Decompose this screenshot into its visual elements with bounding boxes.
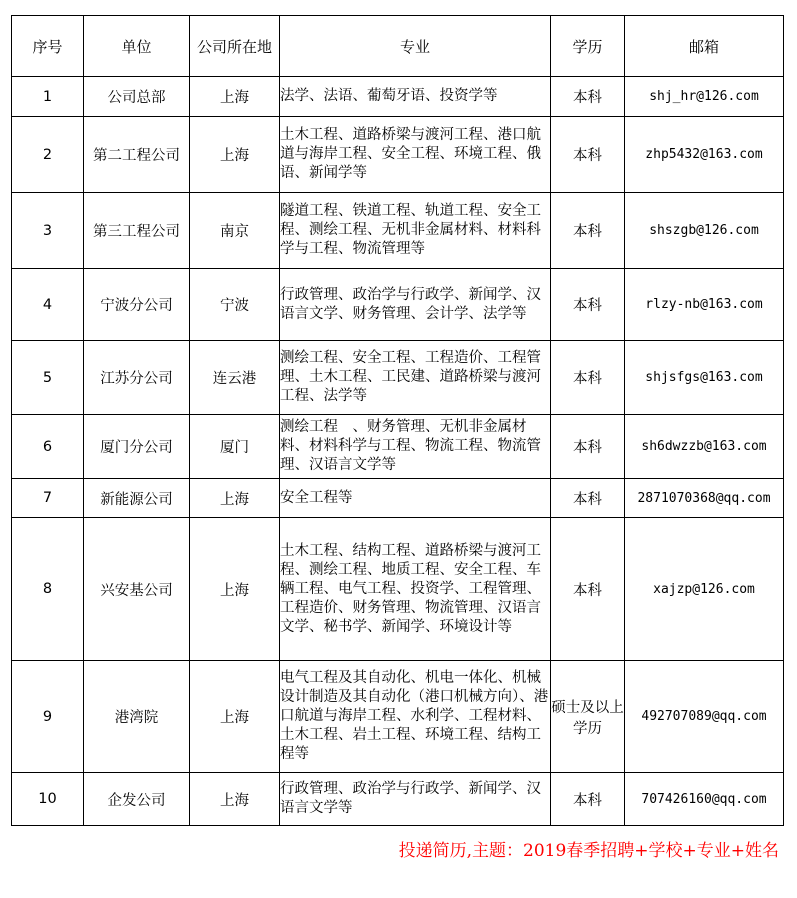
header-education: 学历: [551, 16, 625, 77]
row-major: 行政管理、政治学与行政学、新闻学、汉语言文学等: [280, 773, 551, 826]
row-index: 9: [12, 661, 84, 773]
row-unit: 企发公司: [84, 773, 190, 826]
header-location: 公司所在地: [190, 16, 280, 77]
row-location: 厦门: [190, 415, 280, 479]
row-index: 1: [12, 77, 84, 117]
recruitment-table: [11, 15, 784, 826]
row-education: 本科: [551, 117, 625, 193]
header-major: 专业: [280, 16, 551, 77]
row-major: 安全工程等: [280, 479, 551, 518]
row-unit: 港湾院: [84, 661, 190, 773]
row-email[interactable]: xajzp@126.com: [625, 518, 784, 661]
row-email[interactable]: shjsfgs@163.com: [625, 341, 784, 415]
table-row: [12, 518, 784, 661]
table-row: [12, 341, 784, 415]
row-index: 10: [12, 773, 84, 826]
submission-note: 投递简历,主题：2019春季招聘+学校+专业+姓名: [398, 841, 779, 861]
row-email[interactable]: shj_hr@126.com: [625, 77, 784, 117]
row-index: 8: [12, 518, 84, 661]
row-index: 2: [12, 117, 84, 193]
row-major: 测绘工程、安全工程、工程造价、工程管理、土木工程、工民建、道路桥梁与渡河工程、法学等: [280, 341, 551, 415]
table-row: [12, 269, 784, 341]
row-major: 土木工程、道路桥梁与渡河工程、港口航道与海岸工程、安全工程、环境工程、俄语、新闻学等: [280, 117, 551, 193]
row-email[interactable]: sh6dwzzb@163.com: [625, 415, 784, 479]
row-index: 6: [12, 415, 84, 479]
row-unit: 宁波分公司: [84, 269, 190, 341]
row-major: 行政管理、政治学与行政学、新闻学、汉语言文学、财务管理、会计学、法学等: [280, 269, 551, 341]
row-education: 本科: [551, 773, 625, 826]
table-row: [12, 773, 784, 826]
row-education: 本科: [551, 518, 625, 661]
row-unit: 江苏分公司: [84, 341, 190, 415]
row-email[interactable]: rlzy-nb@163.com: [625, 269, 784, 341]
row-major: 测绘工程 、财务管理、无机非金属材料、材料科学与工程、物流工程、物流管理、汉语言文学等: [280, 415, 551, 479]
header-email: 邮箱: [625, 16, 784, 77]
row-location: 宁波: [190, 269, 280, 341]
row-unit: 新能源公司: [84, 479, 190, 518]
row-education: 硕士及以上学历: [551, 661, 625, 773]
row-major: 法学、法语、葡萄牙语、投资学等: [280, 77, 551, 117]
row-index: 4: [12, 269, 84, 341]
row-unit: 第三工程公司: [84, 193, 190, 269]
row-index: 7: [12, 479, 84, 518]
row-education: 本科: [551, 341, 625, 415]
row-email[interactable]: 492707089@qq.com: [625, 661, 784, 773]
row-location: 上海: [190, 773, 280, 826]
table-row: [12, 77, 784, 117]
row-unit: 兴安基公司: [84, 518, 190, 661]
row-unit: 公司总部: [84, 77, 190, 117]
row-index: 3: [12, 193, 84, 269]
row-location: 上海: [190, 661, 280, 773]
header-index: 序号: [12, 16, 84, 77]
row-education: 本科: [551, 479, 625, 518]
row-location: 上海: [190, 479, 280, 518]
row-location: 上海: [190, 518, 280, 661]
row-email[interactable]: zhp5432@163.com: [625, 117, 784, 193]
row-location: 上海: [190, 77, 280, 117]
row-education: 本科: [551, 269, 625, 341]
row-email[interactable]: shszgb@126.com: [625, 193, 784, 269]
row-unit: 厦门分公司: [84, 415, 190, 479]
table-row: [12, 479, 784, 518]
row-major: 土木工程、结构工程、道路桥梁与渡河工程、测绘工程、地质工程、安全工程、车辆工程、电气工程、投资学、工程管理、工程造价、财务管理、物流管理、汉语言文学、秘书学、新闻学、环境设计等: [280, 518, 551, 661]
row-education: 本科: [551, 77, 625, 117]
table-row: [12, 193, 784, 269]
row-unit: 第二工程公司: [84, 117, 190, 193]
header-row: [12, 16, 784, 77]
row-index: 5: [12, 341, 84, 415]
row-major: 隧道工程、铁道工程、轨道工程、安全工程、测绘工程、无机非金属材料、材料科学与工程、物流管理等: [280, 193, 551, 269]
row-email[interactable]: 2871070368@qq.com: [625, 479, 784, 518]
row-education: 本科: [551, 415, 625, 479]
row-location: 南京: [190, 193, 280, 269]
header-unit: 单位: [84, 16, 190, 77]
row-major: 电气工程及其自动化、机电一体化、机械设计制造及其自动化（港口机械方向）、港口航道与海岸工程、水利学、工程材料、土木工程、岩土工程、环境工程、结构工程等: [280, 661, 551, 773]
table-row: [12, 415, 784, 479]
row-location: 连云港: [190, 341, 280, 415]
table-row: [12, 661, 784, 773]
table-row: [12, 117, 784, 193]
row-location: 上海: [190, 117, 280, 193]
row-email[interactable]: 707426160@qq.com: [625, 773, 784, 826]
row-education: 本科: [551, 193, 625, 269]
